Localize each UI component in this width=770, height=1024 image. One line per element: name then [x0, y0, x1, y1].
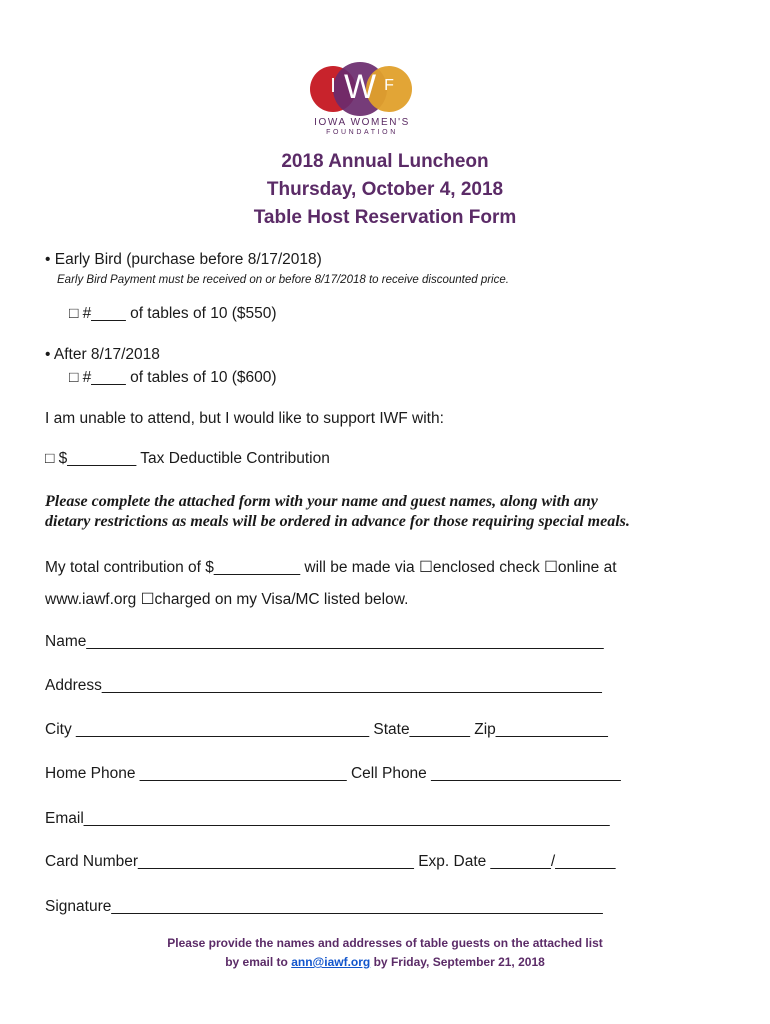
logo-name: IOWA WOMEN'S [314, 117, 410, 128]
email-field[interactable]: Email_____________________________________________________________ [45, 810, 610, 827]
early-bird-option: • Early Bird (purchase before 8/17/2018) [45, 251, 322, 268]
footer-line2 [0, 955, 770, 969]
instructions-line2: dietary restrictions as meals will be ordered in advance for those requiring special meals. [45, 513, 630, 530]
email-link[interactable]: ann@iawf.org [291, 955, 371, 969]
logo-subname: FOUNDATION [326, 129, 398, 136]
payment-method-line2[interactable]: www.iawf.org ☐charged on my Visa/MC listed below. [45, 591, 409, 608]
after-tables-checkbox[interactable]: □ #____ of tables of 10 ($600) [69, 369, 277, 386]
name-field[interactable]: Name____________________________________________________________ [45, 633, 604, 650]
logo-letter-i: I [330, 75, 336, 97]
footer-line2-suffix: by Friday, September 21, 2018 [370, 955, 545, 969]
signature-field[interactable]: Signature_________________________________________________________ [45, 898, 603, 915]
footer-line2-prefix: by email to [225, 955, 292, 969]
city-state-zip-field[interactable]: City __________________________________ State_______ Zip_____________ [45, 721, 608, 738]
footer-line1: Please provide the names and addresses of table guests on the attached list [167, 936, 603, 950]
title-date: Thursday, October 4, 2018 [266, 179, 504, 200]
contribution-checkbox[interactable]: □ $________ Tax Deductible Contribution [45, 450, 330, 467]
iwf-logo [300, 62, 420, 140]
payment-method-line1[interactable]: My total contribution of $__________ will be made via ☐enclosed check ☐online at [45, 559, 617, 576]
after-option: • After 8/17/2018 [45, 346, 160, 363]
title-form: Table Host Reservation Form [253, 207, 517, 228]
support-intro: I am unable to attend, but I would like to support IWF with: [45, 410, 444, 427]
title-event: 2018 Annual Luncheon [281, 151, 489, 172]
logo-letter-w: W [343, 68, 377, 106]
address-field[interactable]: Address__________________________________________________________ [45, 677, 602, 694]
card-number-field[interactable]: Card Number________________________________ Exp. Date _______/_______ [45, 853, 616, 870]
instructions-line1: Please complete the attached form with your name and guest names, along with any [45, 493, 598, 510]
early-bird-note: Early Bird Payment must be received on or before 8/17/2018 to receive discounted price. [57, 274, 509, 286]
early-bird-tables-checkbox[interactable]: □ #____ of tables of 10 ($550) [69, 305, 277, 322]
logo-letter-f: F [384, 77, 394, 94]
phone-fields[interactable]: Home Phone ________________________ Cell Phone ______________________ [45, 765, 621, 782]
